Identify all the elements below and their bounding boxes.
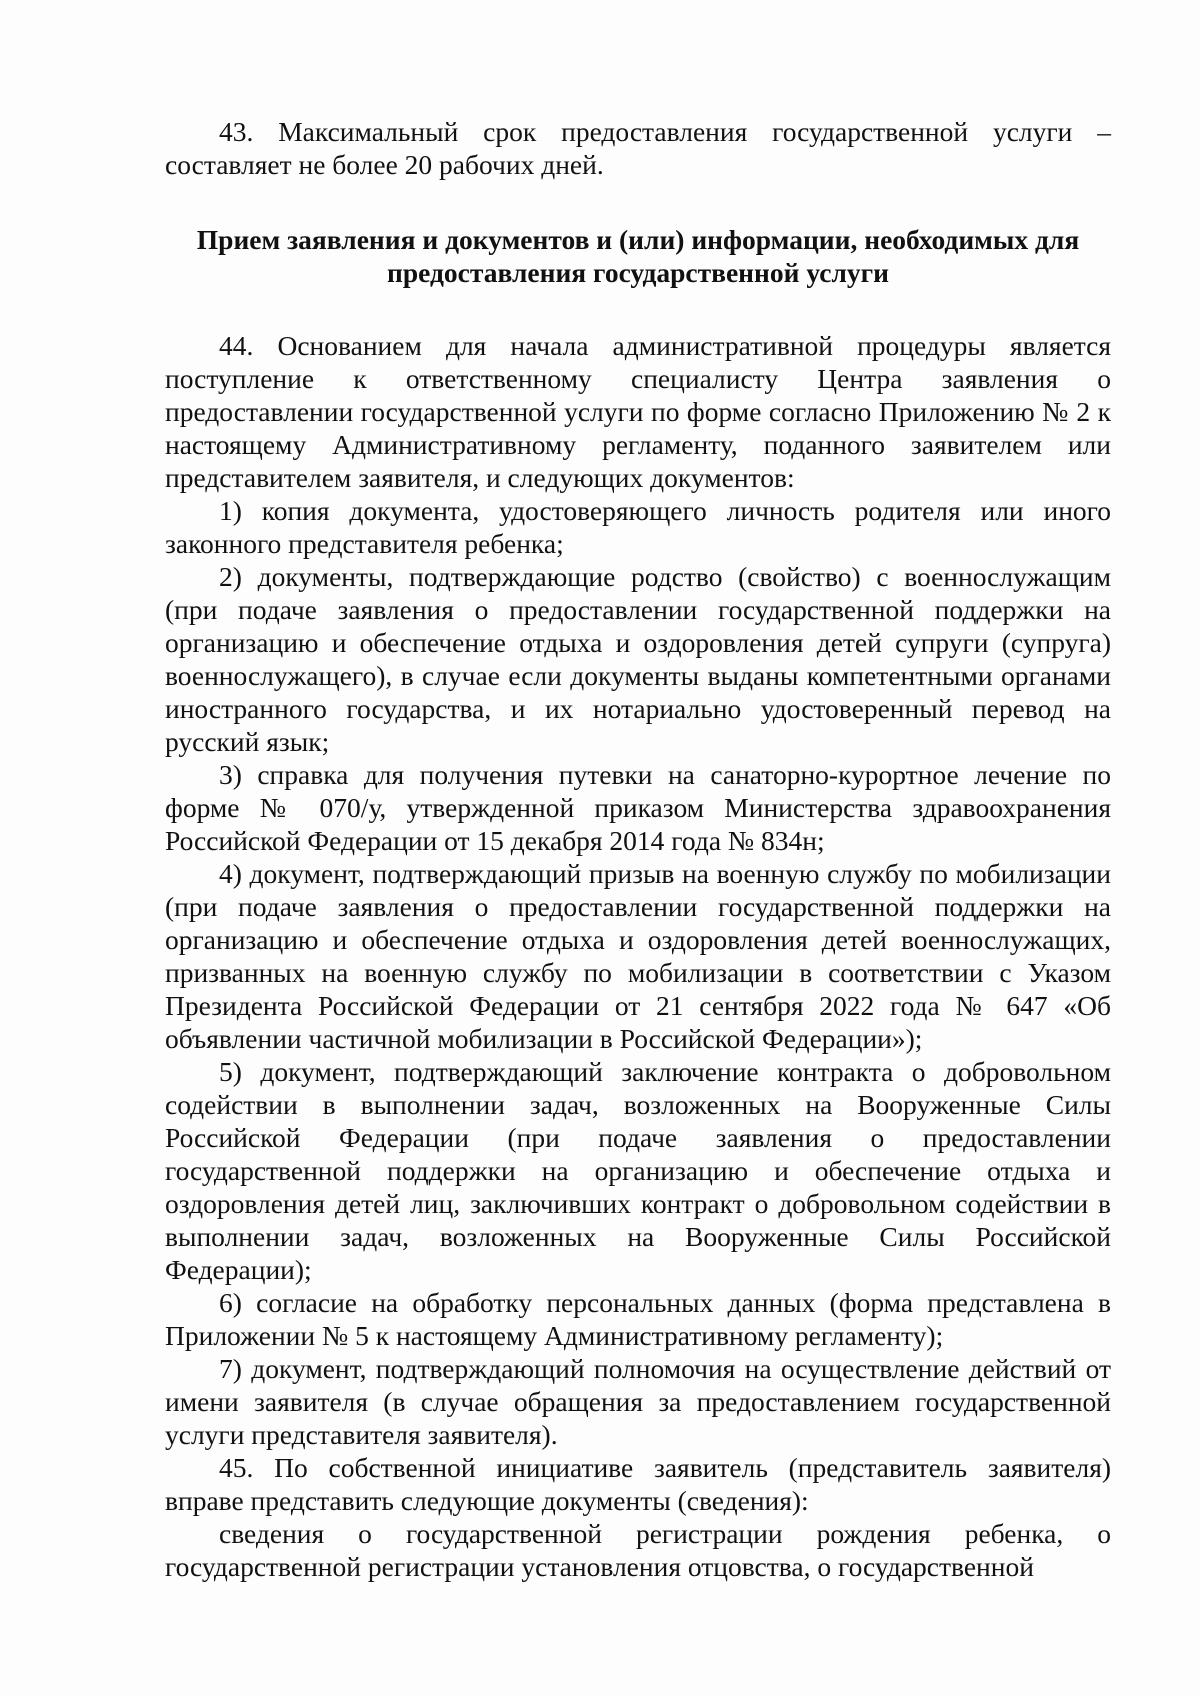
list-item-4: 4) документ, подтверждающий призыв на военную службу по мобилизации (при подаче заявления о предоставлении государственной поддержки на организацию и обеспечение отдыха и оздоровления детей военнослужащих, призванных на военную службу по мобилизации в соответствии с Указом Президента Российской Федерации от 21 сентября 2022 года № 647 «Об объявлении частичной мобилизации в Российской Федерации»); — [165, 858, 1111, 1054]
document-body — [165, 115, 1111, 1583]
paragraph-43: 43. Максимальный срок предоставления государственной услуги – составляет не более 20 рабочих дней. — [165, 116, 1111, 180]
list-item-3: 3) справка для получения путевки на санаторно-курортное лечение по форме № 070/у, утвержденной приказом Министерства здравоохранения Российской Федерации от 15 декабря 2014 года № 834н; — [165, 759, 1111, 856]
paragraph-45-item: сведения о государственной регистрации рождения ребенка, о государственной регистрации установления отцовства, о государственной — [165, 1518, 1111, 1582]
section-heading: Прием заявления и документов и (или) информации, необходимых для предоставления государственной услуги — [196, 224, 1080, 288]
list-item-7: 7) документ, подтверждающий полномочия на осуществление действий от имени заявителя (в случае обращения за предоставлением государственной услуги представителя заявителя). — [165, 1353, 1111, 1450]
list-item-1: 1) копия документа, удостоверяющего личность родителя или иного законного представителя ребенка; — [165, 495, 1111, 559]
list-item-6: 6) согласие на обработку персональных данных (форма представлена в Приложении № 5 к настоящему Административному регламенту); — [165, 1287, 1111, 1351]
list-item-2: 2) документы, подтверждающие родство (свойство) с военнослужащим (при подаче заявления о предоставлении государственной поддержки на организацию и обеспечение отдыха и оздоровления детей супруги (супруга) военнослужащего), в случае если документы выданы компетентными органами иностранного государства, и их нотариально удостоверенный перевод на русский язык; — [165, 561, 1111, 757]
paragraph-45: 45. По собственной инициативе заявитель (представитель заявителя) вправе представить следующие документы (сведения): — [165, 1452, 1111, 1516]
list-item-5: 5) документ, подтверждающий заключение контракта о добровольном содействии в выполнении задач, возложенных на Вооруженные Силы Российской Федерации (при подаче заявления о предоставлении государственной поддержки на организацию и обеспечение отдыха и оздоровления детей лиц, заключивших контракт о добровольном содействии в выполнении задач, возложенных на Вооруженные Силы Российской Федерации); — [165, 1056, 1111, 1285]
paragraph-44: 44. Основанием для начала административной процедуры является поступление к ответственному специалисту Центра заявления о предоставлении государственной услуги по форме согласно Приложению № 2 к настоящему Административному регламенту, поданного заявителем или представителем заявителя, и следующих документов: — [165, 330, 1111, 493]
